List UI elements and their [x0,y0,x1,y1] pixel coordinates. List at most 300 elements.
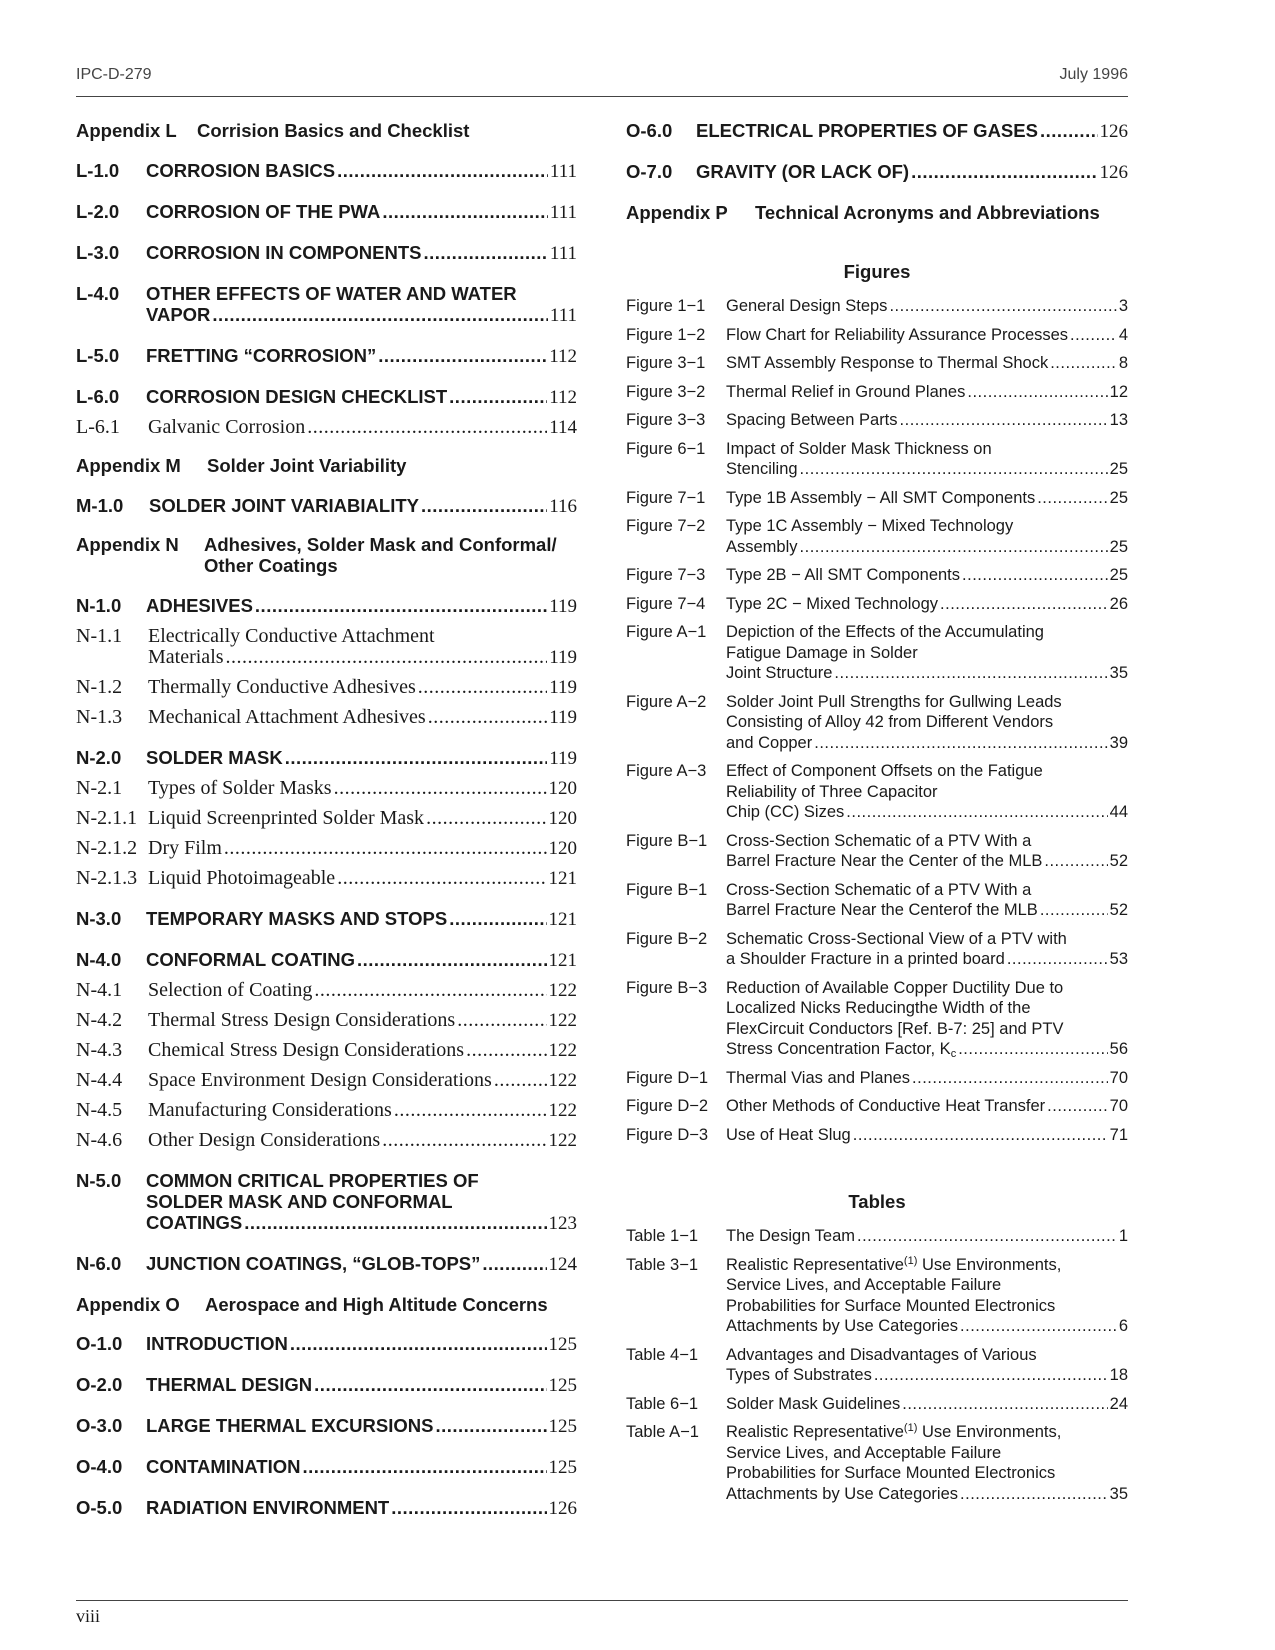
leader-dots [482,1253,546,1274]
page-number: 35 [1109,1484,1128,1503]
appendix-title: Aerospace and High Altitude Concerns [205,1294,548,1315]
figure-title: Barrel Fracture Near the Center of the MLB [726,852,1043,870]
section-title: Manufacturing Considerations [148,1099,392,1121]
section-title-line: SOLDER MASK AND CONFORMAL [146,1191,453,1212]
figure-number: Figure B−3 [626,978,708,997]
page-number: 125 [548,1375,577,1396]
leader-dots [814,733,1107,754]
figure-number: Figure D−1 [626,1068,709,1087]
figure-title: and Copper [726,733,813,752]
table-title: Attachments by Use Categories [726,1484,959,1503]
page-number: 6 [1118,1317,1128,1335]
figure-title-line: Type 1C Assembly − Mixed Technology [726,517,1014,535]
leader-dots [421,495,547,516]
toc-entry[interactable] [76,242,577,264]
figure-title-line: Localized Nicks Reducingthe Width of the [726,999,1031,1017]
appendix-title: Corrision Basics and Checklist [197,120,470,141]
leader-dots [314,1374,546,1395]
section-title: CONFORMAL COATING [146,949,355,970]
leader-dots [967,382,1107,403]
table-title: Types of Substrates [726,1366,872,1384]
section-number: O-6.0 [626,120,673,141]
figure-entry[interactable] [626,325,1128,346]
section-title: Liquid Screenprinted Solder Mask [148,807,425,829]
page-number: 126 [548,1498,577,1519]
leader-dots [958,1039,1107,1060]
figure-number: Figure 3−2 [626,382,706,401]
page-number: 111 [549,202,577,223]
appendix-title: Technical Acronyms and Abbreviations [755,202,1100,223]
toc-entry[interactable] [76,949,577,971]
leader-dots [912,1068,1108,1089]
page-number: 71 [1109,1125,1128,1144]
toc-entry[interactable] [76,595,577,617]
page-number: 125 [548,1334,577,1355]
figure-number: Figure 7−2 [626,517,706,535]
table-title: Attachments by Use Categories [726,1317,959,1335]
figure-number: Figure 7−4 [626,594,706,613]
toc-entry[interactable] [76,386,577,408]
leader-dots [337,868,546,889]
toc-entry[interactable] [76,1040,577,1061]
section-number: N-4.4 [76,1069,123,1091]
page-number: 119 [549,707,577,728]
section-number: N-4.2 [76,1009,123,1031]
page-number: 56 [1109,1040,1128,1058]
leader-dots [889,296,1116,317]
leader-dots [290,1333,547,1354]
figure-title-line: Reliability of Three Capacitor [726,782,938,801]
appendix-heading [76,1294,577,1315]
figure-title: Type 1B Assembly − All SMT Components [726,488,1036,507]
section-title: ADHESIVES [146,595,253,616]
figure-title-line: Depiction of the Effects of the Accumulating [726,623,1044,641]
section-number: L-2.0 [76,201,120,222]
page-number: 119 [549,596,577,617]
leader-dots [457,1010,546,1031]
section-number: L-6.0 [76,386,120,407]
figure-entry[interactable] [626,1125,1128,1146]
page-number: 25 [1109,460,1128,478]
page-number: 121 [548,950,577,971]
toc-entry[interactable] [76,707,577,728]
page-number: 125 [548,1457,577,1478]
page-number: 35 [1109,664,1128,682]
leader-dots [337,160,548,181]
table-title-line: Realistic Representative [726,1423,904,1441]
toc-entry[interactable] [76,1130,577,1151]
figure-title: Type 2C − Mixed Technology [726,594,939,613]
leader-dots [1070,325,1117,346]
page-number: 111 [549,305,577,326]
superscript: (1) [903,1422,918,1434]
page-number: 121 [548,868,577,889]
table-number: Table 6−1 [626,1394,699,1413]
page-number: 122 [548,1130,577,1151]
section-number: L-5.0 [76,345,120,366]
leader-dots [494,1070,547,1091]
leader-dots [449,386,547,407]
figure-number: Figure D−2 [626,1097,709,1115]
page-number: 70 [1109,1068,1128,1087]
document-id: IPC-D-279 [76,66,152,83]
toc-entry[interactable] [76,778,577,799]
leader-dots [1040,900,1108,921]
leader-dots [244,1212,546,1233]
section-number: N-2.1.3 [76,867,138,889]
section-number: N-2.1.2 [76,837,138,859]
figure-title-line: FlexCircuit Conductors [Ref. B-7: 25] and PTV [726,1019,1064,1038]
figure-entry[interactable] [626,516,1128,557]
section-number: N-4.0 [76,949,122,970]
leader-dots [418,677,547,698]
appendix-title: Other Coatings [204,555,338,576]
section-number: O-5.0 [76,1497,123,1518]
figure-title-line: Schematic Cross-Sectional View of a PTV with [726,929,1067,948]
page-number: 111 [549,161,577,182]
figure-entry[interactable] [626,929,1128,970]
page-number: 39 [1109,733,1128,752]
leader-dots [900,410,1108,431]
toc-entry[interactable] [76,747,577,769]
running-header [76,66,1128,97]
section-title: GRAVITY (OR LACK OF) [696,161,910,182]
leader-dots [1047,1096,1107,1117]
toc-entry[interactable] [76,1070,577,1091]
toc-entry[interactable] [76,677,577,698]
figure-number: Figure 7−1 [626,488,706,507]
leader-dots [834,663,1107,684]
page-number: 120 [548,778,577,799]
leader-dots [435,1415,546,1436]
toc-entry[interactable] [76,1333,577,1355]
table-title: Solder Mask Guidelines [726,1394,901,1413]
table-title-line: Probabilities for Surface Mounted Electronics [726,1464,1056,1482]
figure-number: Figure A−2 [626,692,707,711]
toc-entry[interactable] [76,908,577,930]
leader-dots [382,201,548,222]
figure-entry[interactable] [626,296,1128,317]
table-title-line: Service Lives, and Acceptable Failure [726,1443,1002,1462]
section-number: N-2.1.1 [76,807,138,829]
table-entry[interactable] [626,1226,1128,1247]
figure-number: Figure 7−3 [626,566,706,584]
leader-dots [428,707,548,728]
section-number: O-4.0 [76,1456,123,1477]
figure-entry[interactable] [626,353,1128,374]
figure-entry[interactable] [626,565,1128,586]
leader-dots [1044,851,1107,872]
figure-entry[interactable] [626,488,1128,509]
section-number: N-6.0 [76,1253,122,1274]
figure-number: Figure A−3 [626,762,707,780]
figure-title-line: Fatigue Damage in Solder [726,643,918,662]
appendix-heading [76,534,577,576]
page-number: 4 [1118,325,1128,344]
leader-dots [466,1040,546,1061]
leader-dots [357,949,547,970]
leader-dots [334,778,547,799]
figure-entry[interactable] [626,692,1128,754]
figure-entry[interactable] [626,978,1128,1060]
leader-dots [224,838,547,859]
superscript: (1) [903,1254,918,1267]
leader-dots [307,417,547,438]
section-title: CORROSION BASICS [146,160,336,181]
section-title: RADIATION ENVIRONMENT [146,1497,390,1518]
section-number: N-1.3 [76,706,123,728]
page-number: 25 [1109,537,1128,556]
section-number: N-1.2 [76,676,123,698]
table-entry[interactable] [626,1394,1128,1415]
figure-entry[interactable] [626,410,1128,431]
appendix-label: Appendix O [76,1294,180,1315]
section-title: Selection of Coating [148,979,313,1001]
toc-entry[interactable] [76,201,577,223]
section-number: N-1.1 [76,625,123,647]
figure-entry[interactable] [626,831,1128,872]
leader-dots [846,802,1107,823]
toc-entry[interactable] [76,1253,577,1275]
leader-dots [449,908,546,929]
figure-title-line: Impact of Solder Mask Thickness on [726,439,992,458]
figure-title-line: Reduction of Available Copper Ductility Due to [726,978,1064,997]
toc-entry[interactable] [76,417,577,438]
section-number: M-1.0 [76,495,124,516]
subscript: c [950,1048,957,1060]
leader-dots [940,594,1108,615]
toc-entry[interactable] [76,1374,577,1396]
section-number: N-4.3 [76,1039,123,1061]
section-title: ELECTRICAL PROPERTIES OF GASES [696,120,1038,141]
section-number: N-2.0 [76,747,122,768]
footer-rule [76,1600,1128,1601]
toc-entry[interactable] [76,838,577,859]
leader-dots [382,1130,546,1151]
figure-title: SMT Assembly Response to Thermal Shock [726,354,1049,372]
leader-dots [1037,488,1107,509]
appendix-heading [76,455,577,476]
figure-number: Figure 1−1 [626,297,706,315]
toc-entry[interactable] [76,1456,577,1478]
section-title: COATINGS [146,1212,243,1233]
section-number: N-3.0 [76,908,122,929]
figure-title: Use of Heat Slug [726,1125,851,1144]
page-number: 1 [1118,1227,1128,1245]
figure-number: Figure 3−1 [626,354,706,372]
table-entry[interactable] [626,1255,1128,1337]
toc-entry[interactable] [76,345,577,367]
figure-title: Stenciling [726,460,798,478]
figure-title: Assembly [726,537,798,556]
leader-dots [960,1316,1117,1337]
page-number: 12 [1109,382,1128,401]
leader-dots [962,565,1108,586]
section-title: CORROSION IN COMPONENTS [146,242,422,263]
page-number: 114 [549,417,577,438]
section-number: L-3.0 [76,242,120,263]
figure-number: Figure 3−3 [626,411,706,429]
toc-right-column [626,120,1128,1504]
section-number: O-3.0 [76,1415,123,1436]
section-title-line: COMMON CRITICAL PROPERTIES OF [146,1170,479,1191]
leader-dots [800,537,1108,558]
figure-number: Figure D−3 [626,1125,709,1144]
section-title: CORROSION DESIGN CHECKLIST [146,386,448,407]
figure-entry[interactable] [626,1096,1128,1117]
page-number: 53 [1109,950,1128,968]
page-number-footer: viii [76,1606,101,1626]
figure-entry[interactable] [626,761,1128,823]
leader-dots [303,1456,547,1477]
page-number: 122 [548,980,577,1001]
leader-dots [255,595,547,616]
toc-entry[interactable] [76,495,577,517]
figures-heading: Figures [843,261,911,282]
section-title-line: OTHER EFFECTS OF WATER AND WATER [146,283,517,304]
section-title: Mechanical Attachment Adhesives [148,706,426,728]
figure-title: a Shoulder Fracture in a printed board [726,950,1005,968]
figure-number: Figure B−2 [626,929,708,948]
leader-dots [212,304,547,325]
page-number: 52 [1109,901,1128,919]
appendix-title: Solder Joint Variability [207,455,407,476]
section-title: Dry Film [148,837,222,859]
section-number: N-1.0 [76,595,122,616]
section-title: Other Design Considerations [148,1129,381,1151]
section-number: O-2.0 [76,1374,123,1395]
toc-entry[interactable] [76,283,577,326]
toc-entry[interactable] [76,1415,577,1437]
tables-heading: Tables [848,1191,906,1212]
section-title: Thermally Conductive Adhesives [148,676,416,698]
toc-entry[interactable] [76,626,577,668]
table-entry[interactable] [626,1422,1128,1504]
section-title: CORROSION OF THE PWA [146,201,381,222]
page-number: 13 [1109,411,1128,429]
section-title: JUNCTION COATINGS, “GLOB-TOPS” [146,1253,481,1274]
section-title: Liquid Photoimageable [148,867,336,889]
leader-dots [1007,949,1108,970]
leader-dots [226,647,548,668]
figure-title-line: Effect of Component Offsets on the Fatigue [726,762,1043,780]
appendix-heading [626,202,1128,223]
section-number: N-4.5 [76,1099,123,1121]
table-title: The Design Team [726,1227,856,1245]
page-number: 25 [1109,566,1128,584]
toc-entry[interactable] [76,1497,577,1519]
page-number: 3 [1118,297,1128,315]
appendix-label: Appendix N [76,534,179,555]
leader-dots [800,459,1108,480]
table-entry[interactable] [626,1345,1128,1386]
figure-title: Spacing Between Parts [726,411,898,429]
toc-entry[interactable] [76,1170,577,1234]
toc-entry[interactable] [76,1010,577,1031]
page-number: 111 [549,243,577,264]
figure-title: Joint Structure [726,664,833,682]
section-title: Materials [148,646,224,668]
page-number: 119 [549,677,577,698]
leader-dots [426,808,546,829]
figure-title: General Design Steps [726,297,888,315]
page-number: 112 [549,346,577,367]
table-number: Table A−1 [626,1423,699,1441]
page-number: 26 [1109,594,1128,613]
section-number: O-7.0 [626,161,673,182]
table-title-line: Realistic Representative [726,1255,904,1274]
leader-dots [378,345,547,366]
section-number: O-1.0 [76,1333,123,1354]
section-title: INTRODUCTION [146,1333,288,1354]
table-number: Table 4−1 [626,1345,699,1364]
page-number: 8 [1118,354,1128,372]
section-title: Space Environment Design Considerations [148,1069,492,1091]
section-title: TEMPORARY MASKS AND STOPS [146,908,448,929]
leader-dots [391,1497,546,1518]
section-number: N-4.1 [76,979,123,1001]
appendix-label: Appendix P [626,202,728,223]
section-title: Thermal Stress Design Considerations [148,1009,456,1031]
figure-title-line: Consisting of Alloy 42 from Different Vendors [726,713,1054,731]
figure-entry[interactable] [626,880,1128,921]
page-number: 122 [548,1010,577,1031]
section-number: L-1.0 [76,160,120,181]
toc-entry[interactable] [76,1100,577,1121]
leader-dots [314,980,546,1001]
toc-entry[interactable] [76,980,577,1001]
appendix-heading [76,120,577,141]
figure-title-line: Cross-Section Schematic of a PTV With a [726,831,1032,850]
toc-entry[interactable] [76,160,577,182]
page-number: 122 [548,1100,577,1121]
page-number: 120 [548,838,577,859]
table-title-line: Use Environments, [917,1423,1062,1441]
leader-dots [423,242,547,263]
page-number: 122 [548,1040,577,1061]
figure-title: Stress Concentration Factor, K [726,1040,951,1058]
figure-number: Figure 6−1 [626,439,706,458]
section-title: CONTAMINATION [146,1456,301,1477]
page-number: 44 [1109,803,1128,821]
page-number: 121 [548,909,577,930]
page-number: 126 [1099,162,1128,183]
figure-entry[interactable] [626,382,1128,403]
figure-entry[interactable] [626,622,1128,684]
page-number: 125 [548,1416,577,1437]
figure-number: Figure A−1 [626,623,707,641]
section-title: Galvanic Corrosion [148,416,306,438]
figure-entry[interactable] [626,594,1128,615]
toc-entry[interactable] [76,808,577,829]
leader-dots [394,1100,547,1121]
figure-title-line: Solder Joint Pull Strengths for Gullwing Leads [726,692,1062,711]
page-number: 24 [1109,1394,1128,1413]
table-number: Table 3−1 [626,1255,699,1274]
figure-title: Type 2B − All SMT Components [726,566,961,584]
toc-entry[interactable] [76,868,577,889]
section-number: N-4.6 [76,1129,123,1151]
figure-entry[interactable] [626,1068,1128,1089]
leader-dots [853,1125,1108,1146]
leader-dots [285,747,548,768]
leader-dots [1050,353,1117,374]
toc-entry[interactable] [626,161,1128,183]
figure-title: Thermal Vias and Planes [726,1068,911,1087]
toc-entry[interactable] [626,120,1128,142]
figure-entry[interactable] [626,439,1128,480]
page-number: 119 [549,748,577,769]
